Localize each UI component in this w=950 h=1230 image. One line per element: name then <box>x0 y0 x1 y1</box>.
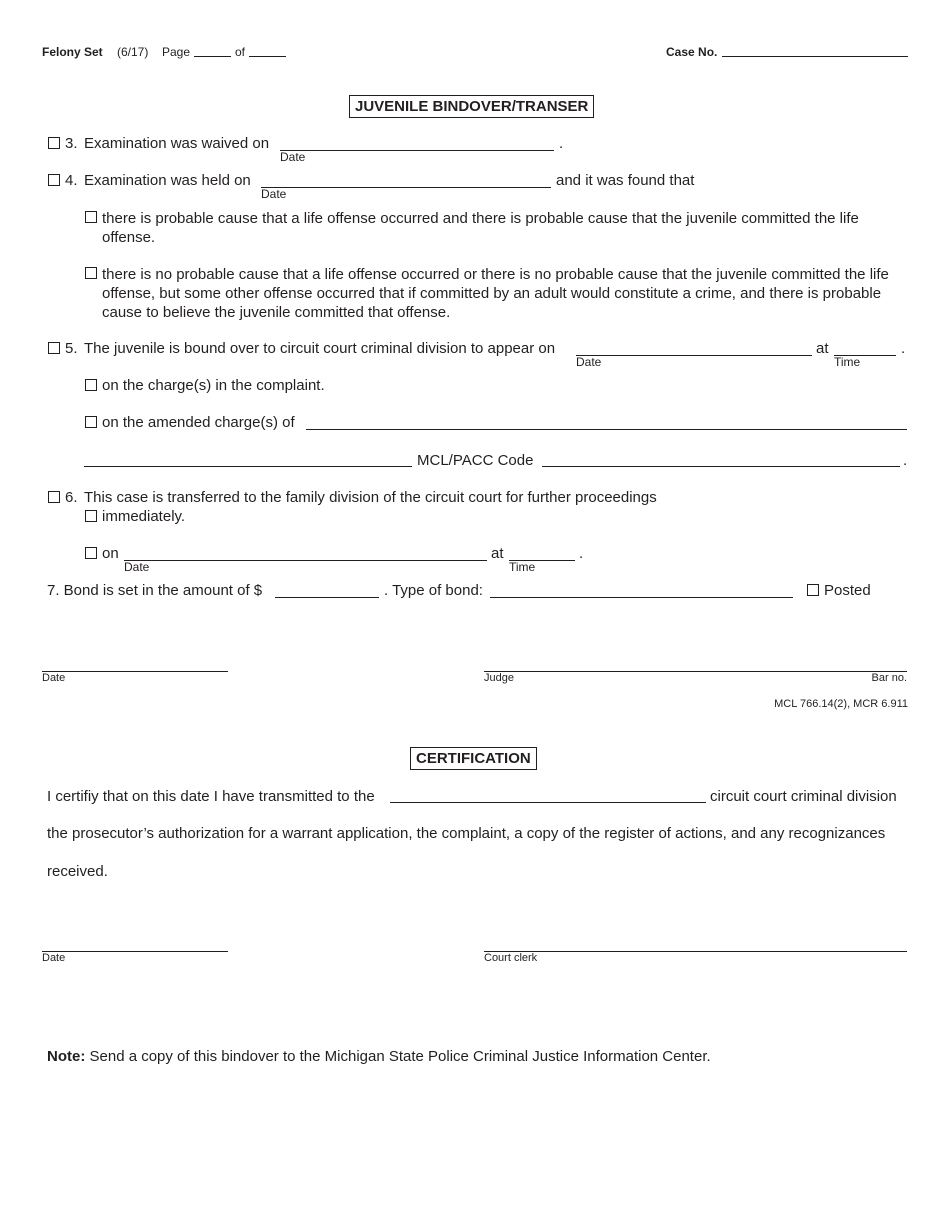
item5-option-a-checkbox[interactable] <box>85 379 97 391</box>
item3-date-label: Date <box>280 150 306 164</box>
item7-posted-checkbox[interactable] <box>807 584 819 596</box>
item4-option-b-checkbox[interactable] <box>85 267 97 279</box>
item7-bond-text: 7. Bond is set in the amount of $ <box>47 582 263 599</box>
item4-text: Examination was held on <box>84 172 251 189</box>
judge-label: Judge <box>484 672 514 684</box>
item7-bond-type-label: . Type of bond: <box>384 582 483 599</box>
judge-signature-field[interactable] <box>484 671 907 672</box>
item3-date-field[interactable] <box>280 150 554 151</box>
item5-mcl-code-field[interactable] <box>542 466 900 467</box>
item5-option-a-text: on the charge(s) in the complaint. <box>102 377 325 394</box>
item7-posted-label: Posted <box>824 582 871 599</box>
item6-immediately-text: immediately. <box>102 508 186 525</box>
signature1-date-field[interactable] <box>42 671 228 672</box>
item6-on-label: on <box>102 545 119 562</box>
certification-line2: the prosecutor’s authorization for a warrant application, the complaint, a copy of the register of actions, and any recognizances <box>47 825 886 842</box>
item6-on-checkbox[interactable] <box>85 547 97 559</box>
item5-at-label: at <box>816 340 829 357</box>
item4-date-field[interactable] <box>261 187 551 188</box>
item4-option-a-text: there is probable cause that a life offense occurred and there is probable cause that the juvenile committed the life offense. <box>102 210 859 246</box>
item4-number: 4. <box>65 172 78 189</box>
item5-mcl-label: MCL/PACC Code <box>417 452 534 469</box>
bar-no-label: Bar no. <box>871 672 907 684</box>
signature1-date-label: Date <box>42 672 66 684</box>
item3-checkbox[interactable] <box>48 137 60 149</box>
note <box>47 1048 711 1065</box>
note-text: Send a copy of this bindover to the Michigan State Police Criminal Justice Information Center. <box>89 1048 711 1065</box>
item5-number: 5. <box>65 340 78 357</box>
signature2-date-label: Date <box>42 952 66 964</box>
item4-date-label: Date <box>261 187 287 201</box>
page-total-field[interactable] <box>249 56 286 57</box>
court-clerk-label: Court clerk <box>484 952 538 964</box>
case-no-label: Case No. <box>666 45 718 59</box>
citation: MCL 766.14(2), MCR 6.911 <box>774 698 908 710</box>
signature2-date-field[interactable] <box>42 951 228 952</box>
item4-option-b-text: there is no probable cause that a life offense occurred or there is no probable cause that the juvenile committed the life offense, but some other offense occurred that if committed by an adult would constitute a crime, and there is probable cause to believe the juvenile committed that offense. <box>102 266 889 321</box>
item5-option-b-checkbox[interactable] <box>85 416 97 428</box>
item7-bond-type-field[interactable] <box>490 597 793 598</box>
certification-line1-b: circuit court criminal division <box>710 788 897 805</box>
item4-after-text: and it was found that <box>556 172 695 189</box>
certification-court-field[interactable] <box>390 802 706 803</box>
item4-checkbox[interactable] <box>48 174 60 186</box>
certification-line1-a: I certifiy that on this date I have transmitted to the <box>47 788 375 805</box>
court-clerk-signature-field[interactable] <box>484 951 907 952</box>
item6-at-label: at <box>491 545 504 562</box>
certification-line3: received. <box>47 863 108 880</box>
item5-option-b-text: on the amended charge(s) of <box>102 414 295 431</box>
item5-period: . <box>901 340 906 357</box>
item3-number: 3. <box>65 135 78 152</box>
certification-title: CERTIFICATION <box>410 747 537 770</box>
item5-mcl-period: . <box>903 452 908 469</box>
item5-date-field[interactable] <box>576 355 812 356</box>
item6-number: 6. <box>65 489 78 506</box>
item6-date-label: Date <box>124 560 150 574</box>
item5-date-label: Date <box>576 355 602 369</box>
item6-date-field[interactable] <box>124 560 487 561</box>
item6-text: This case is transferred to the family division of the circuit court for further proceedings <box>84 489 657 506</box>
of-label: of <box>235 45 246 59</box>
item6-immediately-checkbox[interactable] <box>85 510 97 522</box>
item3-text: Examination was waived on <box>84 135 270 152</box>
item5-time-label: Time <box>834 355 861 369</box>
item6-period: . <box>579 545 584 562</box>
page-number-field[interactable] <box>194 56 231 57</box>
note-label: Note: <box>47 1048 86 1065</box>
item3-period: . <box>559 135 564 152</box>
item6-time-label: Time <box>509 560 536 574</box>
item4-option-a-checkbox[interactable] <box>85 211 97 223</box>
form-name: Felony Set <box>42 45 103 59</box>
item7-bond-amount-field[interactable] <box>275 597 379 598</box>
item5-amended-charges-field-2[interactable] <box>84 466 412 467</box>
item6-checkbox[interactable] <box>48 491 60 503</box>
form-revision: (6/17) <box>117 45 149 59</box>
section-title: JUVENILE BINDOVER/TRANSER <box>349 95 594 118</box>
page-label: Page <box>162 45 191 59</box>
item5-amended-charges-field[interactable] <box>306 429 907 430</box>
item5-checkbox[interactable] <box>48 342 60 354</box>
item5-text: The juvenile is bound over to circuit court criminal division to appear on <box>84 340 556 357</box>
case-no-field[interactable] <box>722 56 908 57</box>
